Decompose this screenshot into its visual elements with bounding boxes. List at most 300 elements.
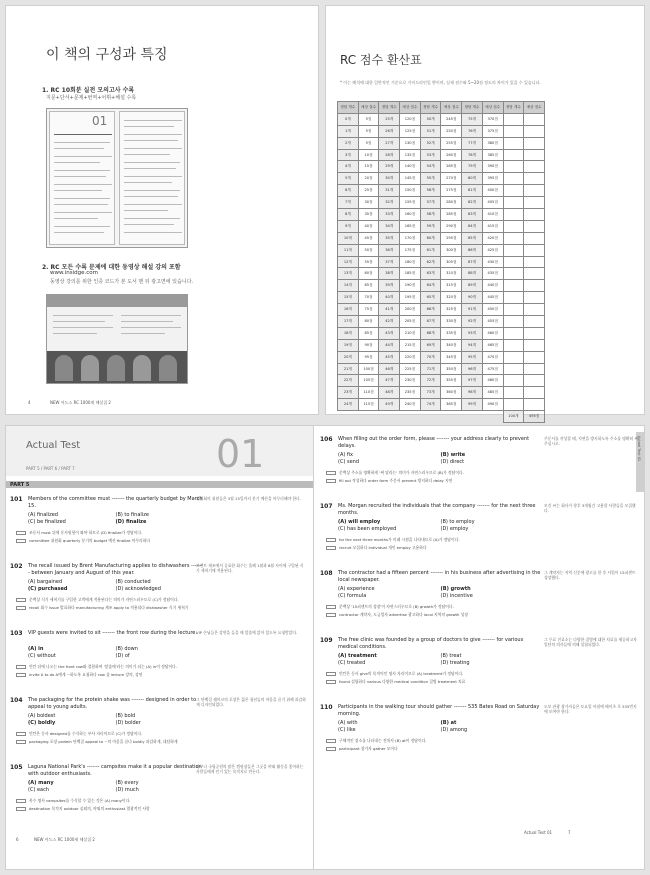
table-row [338,125,545,137]
table-cell: 345점 [441,351,462,363]
table-row [338,173,545,185]
table-row [338,161,545,173]
answer-option: (A) bargained [28,579,63,585]
table-cell: 485점 [482,387,503,399]
table-cell: 460점 [482,327,503,339]
sample-big-number: 01 [92,114,108,128]
table-cell: 92개 [462,316,483,328]
answer-option: (D) direct [440,459,465,465]
table-cell: 480점 [482,375,503,387]
explanation [16,530,301,536]
table-cell: 66개 [420,304,441,316]
table-cell: 95점 [358,351,379,363]
vocabulary-text: participant 참가자 gather 모이다 [339,746,398,751]
translation-note: 주문서를 작성할 때, 지연을 방지하도록 주소를 명확히 써 주십시오. [544,436,639,446]
question-text: The packaging for the protein shake was ------- designed in order to appeal to young adults. [28,697,197,710]
vocabulary-text: found 설립하다 various 다양한 medical condition 질병 treatment 치료 [339,679,466,684]
answer-option: (A) treatment [338,653,377,659]
table-cell: 185점 [400,268,421,280]
table-cell: 43개 [379,327,400,339]
table-cell: 56개 [420,185,441,197]
translation-note: 그 단백질 쉐이크의 포장은 젊은 청년들의 마음을 끌기 위해 과감하게 디자인되었다. [196,697,306,707]
explanation [326,470,611,476]
table-cell: 390점 [482,161,503,173]
table-cell: 105점 [358,375,379,387]
table-cell: 175점 [400,244,421,256]
table-cell: 335점 [441,327,462,339]
sample-page-left [49,111,115,245]
table-row [338,316,545,328]
explanation-text: 빈칸 뒤에 나오는 the front row와 결합하여 '앞줄에'라는 의미가 되는 (A) in이 정답이다. [29,664,177,669]
part-bar [6,481,314,488]
question-text: The recall issued by Brent Manufacturing applies to dishwashers ------- between January and August of this year. [28,563,202,576]
question-text: The free clinic was founded by a group of doctors to give ------- for various medical conditions. [338,637,524,650]
table-cell: 5점 [358,125,379,137]
table-cell: 4개 [338,161,359,173]
table-cell: 19개 [338,339,359,351]
answer-option: (B) every [115,780,139,786]
vocabulary [326,545,611,551]
table-cell: 41개 [379,304,400,316]
table-cell: 50개 [420,113,441,125]
table-cell: 465점 [482,339,503,351]
table-cell: 320점 [441,292,462,304]
score-conversion-table [337,101,545,423]
question-text: Laguna National Park's ------- campsites make it a popular destination with outdoor enthusiasts. [28,764,202,777]
table-cell: 42개 [379,316,400,328]
table-note: * 이는 해석에 대한 일반적인 기준으로 가이드라인일 뿐이며, 실제 점수와 5~20점 정도의 차이가 있을 수 있습니다. [340,80,541,85]
table-row [338,351,545,363]
translation-note: VIP 손님들은 강연을 들을 때 앞줄에 앉아 있도록 요청받았다. [196,630,298,635]
table-cell: 405점 [482,197,503,209]
translation-note: 도보 관광 참가자들은 토요일 아침에 베이츠 로 535번지에 모여야 한다. [544,704,637,714]
answer-option: (C) formula [338,593,367,599]
table-cell: 37개 [379,256,400,268]
table-cell: 48개 [379,387,400,399]
header-cell: 정답 개수 [462,102,483,114]
table-row [338,387,545,399]
table-cell: 270점 [441,173,462,185]
test-parts: PART 5 / PART 6 / PART 7 [26,466,75,471]
question-number: 105 [10,764,23,771]
table-cell: 25점 [358,185,379,197]
table-cell: 130점 [400,137,421,149]
table-cell: 55점 [358,256,379,268]
table-cell: 10개 [338,232,359,244]
explanation-text: for the next three months가 미래 시점을 나타내므로 (A)가 정답이다. [339,537,460,542]
table-cell: 80개 [462,173,483,185]
table-cell: 90점 [358,339,379,351]
table-cell: 30점 [358,197,379,209]
table-cell: 235점 [400,387,421,399]
table-cell: 58개 [420,209,441,221]
side-tab-label: Actual Test 01 [637,436,641,462]
explanation-text: 빈칸은 동사 designed를 수식하는 부사 자리이므로 (C)가 정답이다. [29,731,143,736]
answer-option: (C) send [338,459,360,465]
table-cell: 155점 [400,197,421,209]
table-cell: 430점 [482,256,503,268]
vocabulary [16,806,301,812]
table-cell: 91개 [462,304,483,316]
translation-note: 모건 씨는 회사가 향후 3개월간 고용할 사람들을 모집했다. [544,503,636,513]
answer-option: (D) employ [440,526,469,532]
table-cell: 3개 [338,149,359,161]
table-cell: 96개 [462,363,483,375]
table-cell: 40점 [358,220,379,232]
table-cell: 330점 [441,316,462,328]
table-cell: 64개 [420,280,441,292]
header-cell: 예상 점수 [482,102,503,114]
table-row [338,244,545,256]
table-cell: 49개 [379,399,400,411]
section-1-title: 1. RC 10회분 실전 모의고사 수록 [42,87,135,94]
explanation-text: 구체적인 장소를 나타내는 전치사 (B) at이 정답이다. [339,738,427,743]
table-cell: 94개 [462,339,483,351]
answer-option: (D) incentive [440,593,473,599]
table-cell: 45개 [379,351,400,363]
table-cell: 205점 [400,316,421,328]
table-cell: 25개 [379,113,400,125]
answer-option: (D) finalize [115,519,147,525]
answer-option: (A) many [28,780,54,786]
table-cell: 24개 [338,399,359,411]
table-cell: 51개 [420,125,441,137]
table-cell: 12개 [338,256,359,268]
table-cell: 295점 [441,232,462,244]
table-cell: 40개 [379,292,400,304]
question-number: 102 [10,563,23,570]
question-text: Participants in the walking tour should gather ------- 535 Bates Road on Saturday morning. [338,704,540,717]
table-cell: 300점 [441,244,462,256]
table-cell: 70개 [420,351,441,363]
table-cell: 100개 [503,411,524,423]
table-cell: 63개 [420,268,441,280]
vocabulary-text: packaging 포장 protein 단백질 appeal to ~의 마음을 끌다 boldly 과감하게, 대담하게 [29,739,178,744]
answer-option: (D) acknowledged [115,586,161,592]
table-cell: 35개 [379,232,400,244]
page-footer: NEW 어드스 RC 1000제 해설집 2 [50,400,111,405]
answer-option: (C) be finalized [28,519,66,525]
table-cell: 85개 [462,232,483,244]
answer-option: (A) fix [338,452,354,458]
table-cell: 355점 [441,375,462,387]
table-cell: 17개 [338,316,359,328]
question-number: 103 [10,630,23,637]
header-cell: 예상 점수 [400,102,421,114]
table-cell: 18개 [338,327,359,339]
question-number: 104 [10,697,23,704]
explanation [16,798,301,804]
explanation [16,664,301,670]
page-footer: Actual Test 01 [524,830,553,835]
translation-note: 그 무료 진료소는 다양한 질병에 대한 치료를 제공하고자 일단의 의사들에 의해 설립되었다. [544,637,637,647]
answer-option: (D) of [115,653,130,659]
page-footer: NEW 어드스 RC 1000제 해설집 2 [34,837,95,842]
table-cell: 7개 [338,197,359,209]
table-cell: 370점 [482,113,503,125]
answer-option: (D) among [440,727,468,733]
table-cell: 365점 [441,399,462,411]
table-row-last [338,411,545,423]
answer-option: (B) write [440,452,466,458]
table-row [338,399,545,411]
table-cell: 79개 [462,161,483,173]
table-cell: 350점 [441,363,462,375]
table-cell: 265점 [441,161,462,173]
vocabulary-text: committee 위원회 quarterly 분기의 budget 예산 finalize 마무리하다 [29,538,151,543]
table-cell: 410점 [482,209,503,221]
table-cell: 20점 [358,173,379,185]
question-number: 108 [320,570,333,577]
explanation [326,738,611,744]
answer-option: (D) treating [440,660,470,666]
table-cell: 27개 [379,137,400,149]
translation-note: 라구나 국립공원의 많은 캠핑장들은 그곳을 야외 활동을 좋아하는 사람들에게 인기 있는 목적지로 만든다. [196,764,304,774]
table-cell: 475점 [482,363,503,375]
sample-page-right [119,111,185,245]
answer-option: (A) finalized [28,512,58,518]
table-cell: 450점 [482,304,503,316]
table-cell: 415점 [482,220,503,232]
table-row [338,304,545,316]
table-cell: 61개 [420,244,441,256]
table-cell: 20개 [338,351,359,363]
table-cell: 86개 [462,244,483,256]
lecture-site-screenshot [46,294,188,384]
table-cell: 435점 [482,268,503,280]
header-cell: 정답 개수 [379,102,400,114]
table-cell: 22개 [338,375,359,387]
table-cell: 325점 [441,304,462,316]
vocabulary [16,605,301,611]
question-number: 107 [320,503,333,510]
header-cell: 예상 점수 [441,102,462,114]
answer-option: (C) boldly [28,720,56,726]
table-cell: 180점 [400,256,421,268]
page-number: 4 [28,400,31,405]
table-cell: 55개 [420,173,441,185]
table-cell: 9개 [338,220,359,232]
table-cell: 68개 [420,327,441,339]
table-cell: 240점 [400,399,421,411]
table-cell: 98개 [462,387,483,399]
table-header-row [338,102,545,114]
table-cell: 260점 [441,149,462,161]
table-cell: 340점 [441,339,462,351]
explanation [16,597,301,603]
table-cell: 400점 [482,185,503,197]
answer-option: (B) to finalize [115,512,149,518]
answer-option: (B) treat [440,653,462,659]
table-row [338,256,545,268]
explanation-text: 복수 명사 campsites를 수식할 수 있는 것은 (A) many이다. [29,798,131,803]
answer-option: (A) with [338,720,358,726]
table-cell: 32개 [379,197,400,209]
table-cell: 70점 [358,292,379,304]
table-cell: 50점 [358,244,379,256]
table-cell: 75개 [462,113,483,125]
vocabulary-text: destination 목적지 outdoor 실외의, 야외의 enthusiast 열광적인 사람 [29,806,150,811]
question-text: Ms. Morgan recruited the individuals that the company ------- for the next three months. [338,503,536,516]
table-cell: 85점 [358,327,379,339]
vocabulary-text: recruit 모집하다 individual 개인 employ 고용하다 [339,545,427,550]
table-cell: 170점 [400,232,421,244]
table-cell: 29개 [379,161,400,173]
table-cell: 52개 [420,137,441,149]
table-cell: 28개 [379,149,400,161]
table-cell: 30개 [379,173,400,185]
table-cell: 54개 [420,161,441,173]
explanation [16,731,301,737]
answer-option: (B) conducted [115,579,151,585]
page-title: RC 점수 환산표 [340,53,422,67]
vocabulary-text: invite A to do A에게 ~하도록 요청하다 row 줄 lecture 강의, 강연 [29,672,143,677]
table-cell: 80점 [358,316,379,328]
table-cell: 275점 [441,185,462,197]
table-cell: 1개 [338,125,359,137]
test-title: Actual Test [26,440,81,451]
vocabulary-text: recall 회수 issue 발표하다 manufacturing 제조 apply to 적용되다 dishwasher 식기 세척기 [29,605,189,610]
table-cell: 93개 [462,327,483,339]
table-row [338,339,545,351]
vocabulary [326,478,611,484]
table-cell: 10점 [358,149,379,161]
table-row [338,363,545,375]
table-cell: 215점 [400,339,421,351]
vocabulary [326,679,611,685]
table-cell: 62개 [420,256,441,268]
table-cell: 90개 [462,292,483,304]
translation-note: 그 계약자는 지역 신문에 광고를 한 후 사업이 15퍼센트 성장했다. [544,570,636,580]
table-cell: 65개 [420,292,441,304]
table-cell: 75점 [358,304,379,316]
vocabulary [16,672,301,678]
table-cell: 16개 [338,304,359,316]
table-cell: 15개 [338,292,359,304]
table-cell: 150점 [400,185,421,197]
table-row [338,197,545,209]
table-cell: 250점 [441,125,462,137]
vocabulary-text: fill out 작성하다 order form 주문서 prevent 방지하다 delay 지연 [339,478,453,483]
table-cell: 115점 [358,399,379,411]
table-cell: 89개 [462,280,483,292]
table-row [338,268,545,280]
header-cell: 정답 개수 [503,102,524,114]
header-cell: 정답 개수 [420,102,441,114]
explanation-text: 문맥상 '15퍼센트의 성장'이 자연스러우므로 (B) growth가 정답이다. [339,604,454,609]
table-cell: 230점 [400,375,421,387]
table-cell: 77개 [462,137,483,149]
table-cell: 73개 [420,387,441,399]
table-cell: 87개 [462,256,483,268]
table-cell: 375점 [482,125,503,137]
table-cell: 5개 [338,173,359,185]
table-cell: 60점 [358,268,379,280]
explanation [326,671,611,677]
table-row [338,292,545,304]
table-cell: 120점 [400,113,421,125]
explanation-text: 조동사 must 뒤에 동사원형이 와야 하므로 (D) finalize가 정답이다. [29,530,143,535]
table-cell: 445점 [482,292,503,304]
page-actual-test [5,425,315,870]
header-cell: 예상 점수 [358,102,379,114]
table-cell: 100점 [358,363,379,375]
table-cell: 490점 [482,399,503,411]
table-cell: 165점 [400,220,421,232]
explanation-text: 빈칸은 동사 give의 목적어인 명사 자리이므로 (A) treatment가 정답이다. [339,671,464,676]
header-cell: 예상 점수 [524,102,545,114]
header-cell: 정답 개수 [338,102,359,114]
table-cell: 74개 [420,399,441,411]
table-cell: 6개 [338,185,359,197]
table-cell: 220점 [400,351,421,363]
table-cell: 45점 [358,232,379,244]
section-2-subtitle: 동영상 강의를 위한 인증 코드가 본 도서 맨 뒤 광고면에 있습니다. [50,279,194,285]
question-number: 110 [320,704,333,711]
explanation-text: 문맥상 주소를 명확하게 '써 달라는' 의미가 자연스러우므로 (B)가 정답이다. [339,470,464,475]
answer-option: (C) like [338,727,356,733]
page-number: 6 [16,837,19,842]
table-cell: 420점 [482,232,503,244]
table-cell: 360점 [441,387,462,399]
question-text: VIP guests were invited to sit ------- the front row during the lecture. [28,630,197,636]
answer-option: (A) will employ [338,519,381,525]
table-cell: 44개 [379,339,400,351]
table-cell: 140점 [400,161,421,173]
table-cell: 190점 [400,280,421,292]
table-cell: 13개 [338,268,359,280]
answer-option: (C) has been employed [338,526,397,532]
table-cell: 26개 [379,125,400,137]
table-cell: 21개 [338,363,359,375]
table-cell: 290점 [441,220,462,232]
answer-option: (B) bold [115,713,136,719]
table-cell: 72개 [420,375,441,387]
table-cell: 5점 [358,137,379,149]
question-number: 109 [320,637,333,644]
table-cell: 455점 [482,316,503,328]
table-cell: 11개 [338,244,359,256]
section-2-title: 2. RC 모든 수록 문제에 대한 동영상 해설 강의 포함 [42,264,181,271]
table-cell: 125점 [400,125,421,137]
page-features [5,5,319,415]
table-cell: 65점 [358,280,379,292]
translation-note: 브렌트 제조에서 공표한 회수는 올해 1월과 8월 사이에 구입된 식기 세척기에 적용된다. [196,563,304,573]
table-cell: 380점 [482,137,503,149]
answer-option: (A) boldest [28,713,56,719]
table-row [338,137,545,149]
table-cell: 5점 [358,113,379,125]
answer-option: (B) down [115,646,138,652]
question-text: The contractor had a fifteen percent ------- in his business after advertising in the local newspaper. [338,570,541,583]
table-cell: 31개 [379,185,400,197]
table-cell: 35점 [358,209,379,221]
answer-option: (B) growth [440,586,471,592]
table-cell: 210점 [400,327,421,339]
answer-option: (C) treated [338,660,366,666]
table-cell: 280점 [441,197,462,209]
table-cell: 84개 [462,220,483,232]
table-cell: 71개 [420,363,441,375]
table-cell: 23개 [338,387,359,399]
table-row [338,232,545,244]
table-cell: 310점 [441,268,462,280]
table-cell: 285점 [441,209,462,221]
explanation [326,537,611,543]
table-cell: 315점 [441,280,462,292]
table-cell: 82개 [462,197,483,209]
table-cell: 195점 [400,292,421,304]
